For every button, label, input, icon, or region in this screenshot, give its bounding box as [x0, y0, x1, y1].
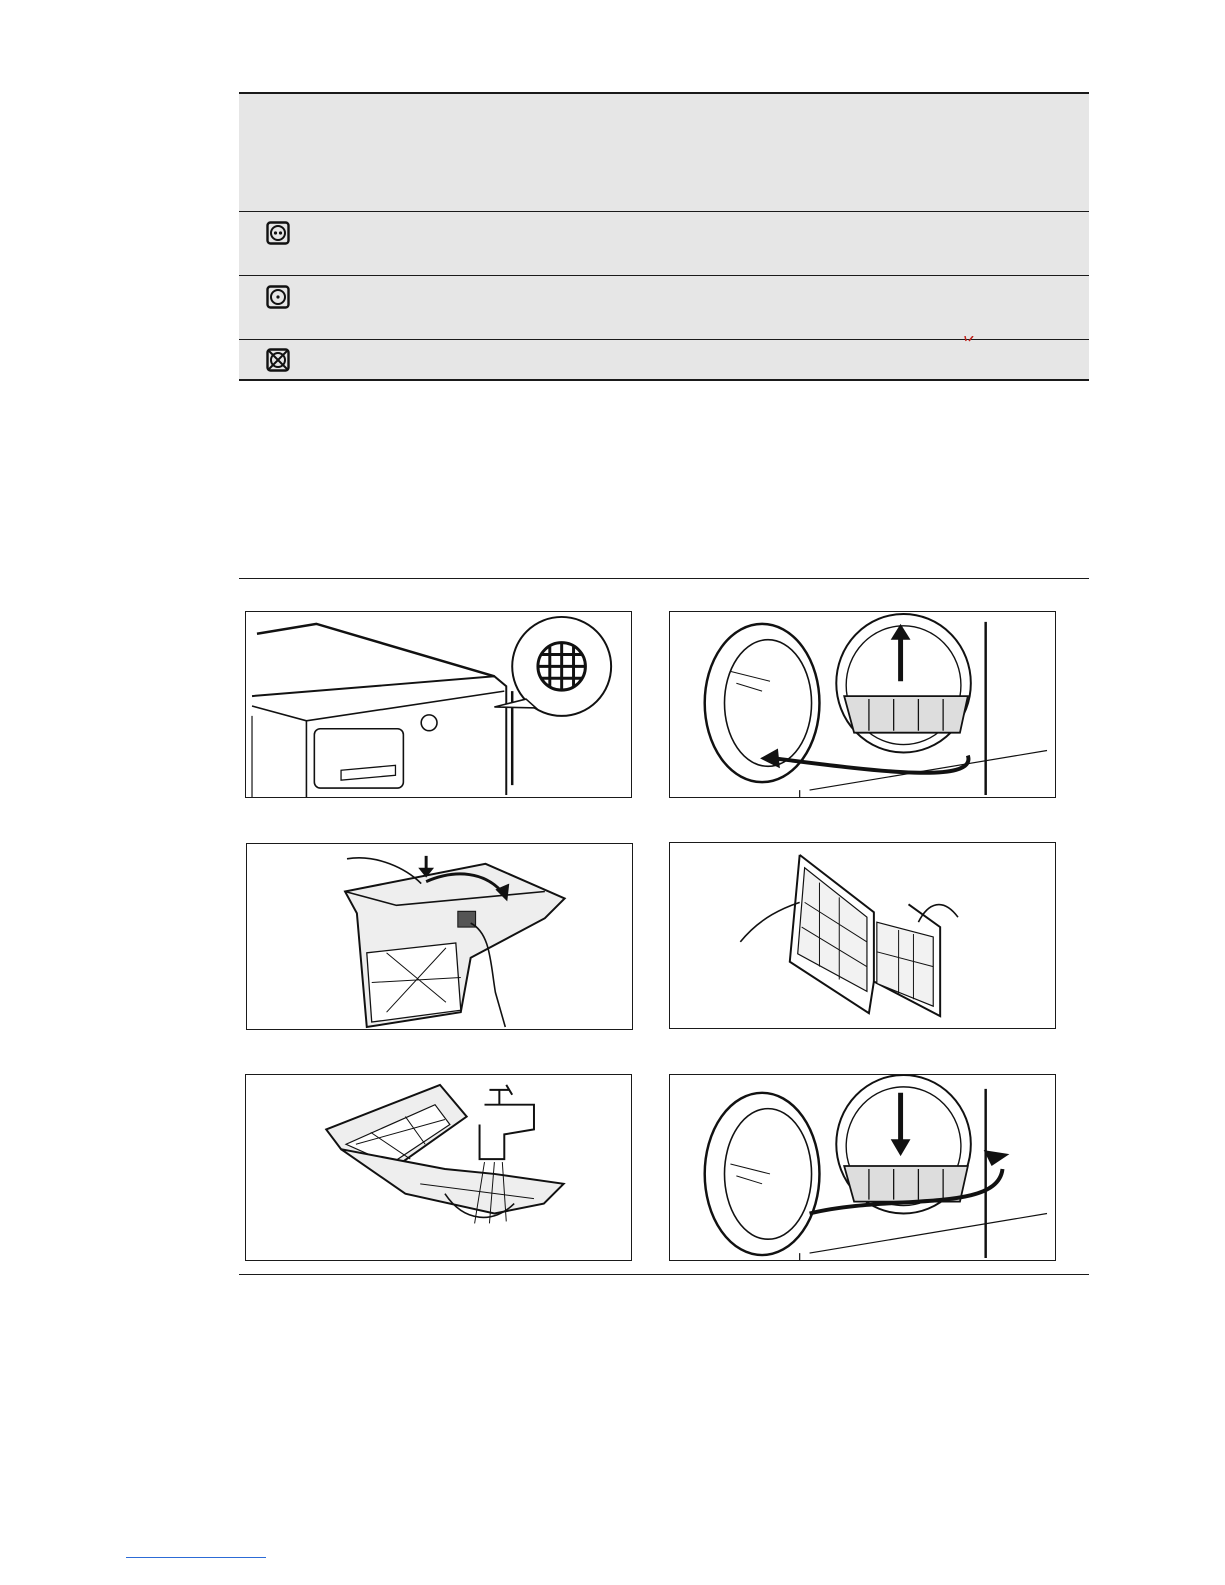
table-row-low-dry	[239, 276, 1089, 340]
insert-filter-close-door-illustration	[670, 1075, 1055, 1260]
press-open-filter-illustration	[247, 844, 632, 1029]
tumble-dry-normal-icon	[266, 221, 290, 245]
rinse-filter-tap-illustration	[246, 1075, 631, 1260]
table-row-no-dry	[239, 340, 1089, 379]
section-rule-bottom	[239, 1274, 1089, 1275]
figure-step-2	[669, 611, 1056, 798]
dryer-filter-symbol-illustration	[246, 612, 631, 797]
figure-step-3	[246, 843, 633, 1030]
footer-link-underline	[126, 1557, 266, 1558]
figure-step-4	[669, 842, 1056, 1029]
figure-step-5	[245, 1074, 632, 1261]
figure-step-6	[669, 1074, 1056, 1261]
do-not-tumble-dry-icon	[266, 348, 290, 372]
open-door-lift-filter-illustration	[670, 612, 1055, 797]
tumble-dry-low-icon	[266, 285, 290, 309]
care-symbols-table	[239, 92, 1089, 381]
open-filter-remove-lint-illustration	[670, 843, 1055, 1028]
red-mark-icon	[964, 336, 976, 342]
table-header	[239, 94, 1089, 212]
section-rule-top	[239, 578, 1089, 579]
figure-step-1	[245, 611, 632, 798]
table-row-normal-dry	[239, 212, 1089, 276]
